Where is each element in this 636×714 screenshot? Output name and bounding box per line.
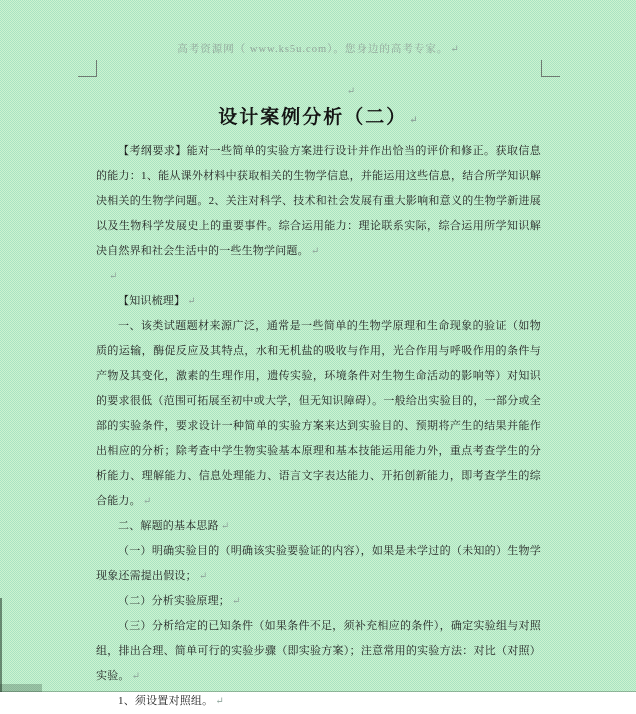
empty-paragraph[interactable] xyxy=(96,264,541,289)
empty-paragraph-above-title[interactable] xyxy=(0,81,636,99)
paragraph-text: （二）分析实验原理； xyxy=(118,595,230,607)
paragraph-mark: ↵ xyxy=(450,44,459,55)
paragraph-exam-requirements[interactable] xyxy=(96,139,541,264)
paragraph-mark: ↵ xyxy=(346,86,356,97)
page-header-watermark xyxy=(0,41,636,56)
paragraph-mark: ↵ xyxy=(409,115,418,126)
paragraph-knowledge-review-heading[interactable] xyxy=(96,289,541,314)
paragraph-control-group-item[interactable] xyxy=(96,689,541,714)
paragraph-mark: ↵ xyxy=(232,596,241,607)
screen-edge-shadow-bottom xyxy=(0,691,636,692)
header-text: 高考资源网（ www.ks5u.com）。您身边的高考专家。 xyxy=(177,44,449,55)
paragraph-text: 二、解题的基本思路 xyxy=(118,520,219,532)
paragraph-mark: ↵ xyxy=(131,671,140,682)
paragraph-mark: ↵ xyxy=(109,271,118,282)
document-body xyxy=(96,139,541,714)
screen-edge-shadow-left xyxy=(0,598,2,692)
paragraph-step-three[interactable] xyxy=(96,614,541,689)
paragraph-step-one[interactable] xyxy=(96,539,541,589)
title-text: 设计案例分析（二） xyxy=(218,107,408,128)
text-boundary-mark-top-right xyxy=(541,60,560,77)
paragraph-text: （三）分析给定的已知条件（如果条件不足，须补充相应的条件），确定实验组与对照组，排出合理、简单可行的实验步骤（即实验方案）；注意常用的实验方法：对比（对照）实验。 xyxy=(96,620,541,682)
paragraph-step-two[interactable] xyxy=(96,589,541,614)
paragraph-section-one[interactable] xyxy=(96,314,541,514)
paragraph-text: （一）明确实验目的（明确该实验要验证的内容），如果是未学过的（未知的）生物学现象还需提出假设； xyxy=(96,545,541,582)
paragraph-text: 一、该类试题题材来源广泛，通常是一些简单的生物学原理和生命现象的验证（如物质的运输，酶促反应及其特点，水和无机盐的吸收与作用，光合作用与呼吸作用的条件与产物及其变化，激素的生理作用，遗传实验，环境条件对生物生命活动的影响等）对知识的要求很低（范围可拓展至初中或大学，但无知识障碍）。一般给出实验目的，一部分或全部的实验条件，要求设计一种简单的实验方案来达到实验目的、预期将产生的结果并能作出相应的分析；除考查中学生物实验基本原理和基本技能运用能力外，重点考查学生的分析能力、理解能力、信息处理能力、语言文字表达能力、开拓创新能力，即考查学生的综合能力。 xyxy=(96,320,541,507)
text-boundary-mark-top-left xyxy=(78,60,97,77)
paragraph-mark: ↵ xyxy=(187,296,196,307)
document-title[interactable] xyxy=(0,102,636,129)
paragraph-mark: ↵ xyxy=(142,496,152,507)
paragraph-mark: ↵ xyxy=(215,696,224,707)
paragraph-text: 【知识梳理】 xyxy=(118,295,186,307)
paragraph-text: 【考纲要求】能对一些简单的实验方案进行设计并作出恰当的评价和修正。获取信息的能力：1、能从课外材料中获取相关的生物学信息，并能运用这些信息，结合所学知识解决相关的生物学问题。2、关注对科学、技术和社会发展有重大影响和意义的生物学新进展以及生物科学发展史上的重要事件。综合运用能力：理论联系实际，综合运用所学知识解决自然界和社会生活中的一些生物学问题。 xyxy=(96,145,541,257)
paragraph-mark: ↵ xyxy=(198,571,208,582)
paragraph-mark: ↵ xyxy=(310,246,320,257)
paragraph-text: 1、须设置对照组。 xyxy=(118,695,214,707)
paragraph-section-two-heading[interactable] xyxy=(96,514,541,539)
paragraph-mark: ↵ xyxy=(220,521,230,532)
